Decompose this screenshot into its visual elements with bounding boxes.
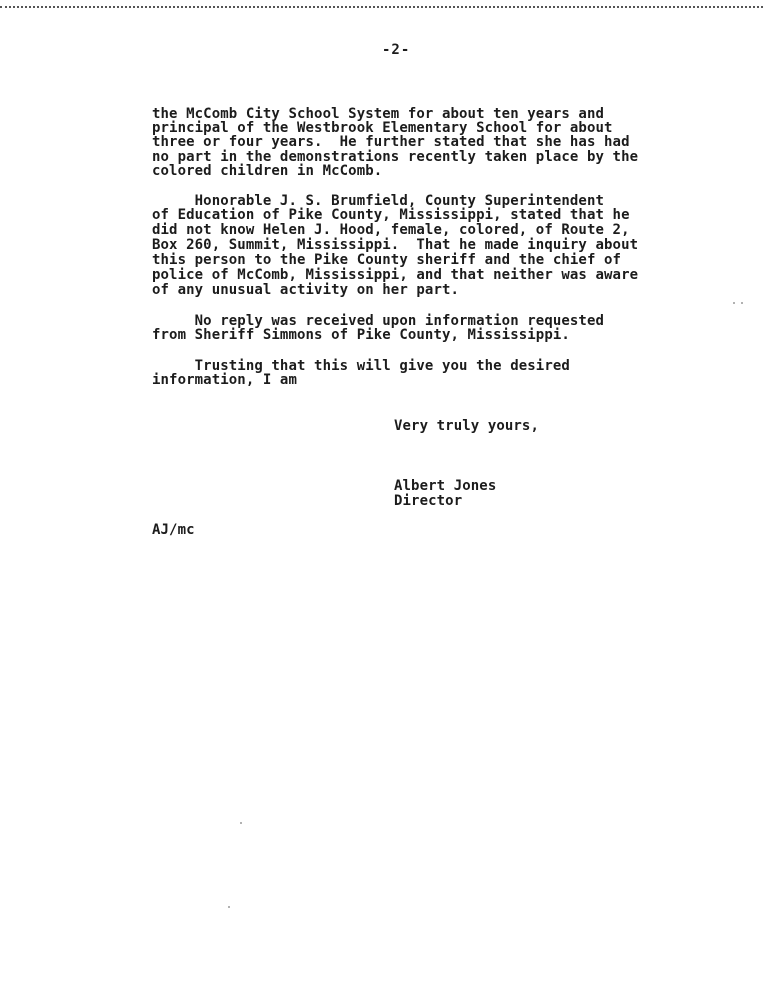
body-line: Trusting that this will give you the desired [152, 358, 570, 374]
body-line: colored children in McComb. [152, 163, 383, 179]
signature-title: Director [394, 493, 463, 509]
scan-speck [733, 302, 735, 304]
body-line: three or four years. He further stated that she has had [152, 134, 630, 150]
signature-name: Albert Jones [394, 478, 497, 494]
scan-speck [228, 906, 230, 908]
body-line: the McComb City School System for about ten years and [152, 106, 605, 122]
scan-speck [741, 302, 743, 304]
scan-speck [240, 822, 242, 824]
page-top-edge [0, 6, 763, 8]
body-line: of any unusual activity on her part. [152, 282, 460, 298]
typist-initials: AJ/mc [152, 522, 195, 538]
body-line: no part in the demonstrations recently taken place by the [152, 149, 639, 165]
body-line: of Education of Pike County, Mississippi, stated that he [152, 207, 630, 223]
body-line: No reply was received upon information requested [152, 313, 605, 329]
closing-line: Very truly yours, [394, 418, 539, 434]
body-line: principal of the Westbrook Elementary School for about [152, 120, 613, 136]
body-line: information, I am [152, 372, 297, 388]
body-line: did not know Helen J. Hood, female, colored, of Route 2, [152, 222, 630, 238]
body-line: from Sheriff Simmons of Pike County, Mississippi. [152, 327, 570, 343]
body-line: Honorable J. S. Brumfield, County Superintendent [152, 193, 605, 209]
page-number: -2- [382, 42, 411, 58]
body-line: Box 260, Summit, Mississippi. That he made inquiry about [152, 237, 639, 253]
body-line: police of McComb, Mississippi, and that neither was aware [152, 267, 639, 283]
body-line: this person to the Pike County sheriff and the chief of [152, 252, 622, 268]
